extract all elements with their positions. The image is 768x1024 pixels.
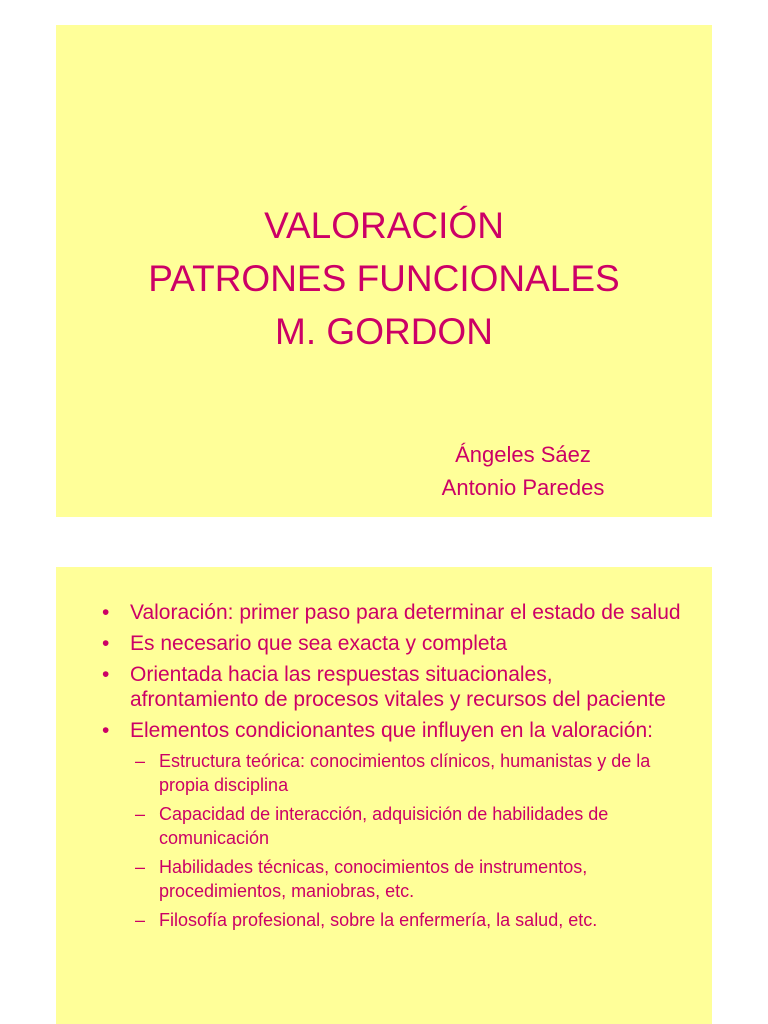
author-1: Ángeles Sáez xyxy=(455,442,591,467)
sub-bullet-item xyxy=(130,749,682,797)
bullet-marker: • xyxy=(102,601,110,624)
bullet-text: Es necesario que sea exacta y completa xyxy=(130,632,508,655)
slide-title xyxy=(56,199,712,358)
title-line-3: M. GORDON xyxy=(275,311,493,352)
sub-bullet-text: Capacidad de interacción, adquisición de habilidades de comunicación xyxy=(159,804,609,848)
sub-bullet-item xyxy=(130,908,682,932)
sub-bullet-marker: – xyxy=(135,804,146,824)
bullet-item xyxy=(102,718,682,932)
title-line-1: VALORACIÓN xyxy=(264,205,504,246)
bullet-text: Orientada hacia las respuestas situacionales, afrontamiento de procesos vitales y recursos del paciente xyxy=(130,663,666,711)
sub-bullet-marker: – xyxy=(135,857,146,877)
content-slide xyxy=(56,567,712,1024)
bullet-text: Valoración: primer paso para determinar el estado de salud xyxy=(130,601,681,624)
title-slide xyxy=(56,25,712,517)
bullet-item xyxy=(102,662,682,712)
author-2: Antonio Paredes xyxy=(441,475,605,500)
title-line-2: PATRONES FUNCIONALES xyxy=(148,258,620,299)
bullet-item xyxy=(102,631,682,656)
bullet-marker: • xyxy=(102,663,110,686)
sub-bullet-text: Habilidades técnicas, conocimientos de instrumentos, procedimientos, maniobras, etc. xyxy=(159,857,588,901)
bullet-item xyxy=(102,600,682,625)
sub-bullet-item xyxy=(130,802,682,850)
sub-bullet-text: Filosofía profesional, sobre la enfermería, la salud, etc. xyxy=(159,910,598,930)
sub-bullet-marker: – xyxy=(135,751,146,771)
authors xyxy=(408,438,638,504)
sub-bullet-list xyxy=(130,749,682,932)
bullet-marker: • xyxy=(102,719,110,742)
bullet-marker: • xyxy=(102,632,110,655)
sub-bullet-item xyxy=(130,855,682,903)
sub-bullet-text: Estructura teórica: conocimientos clínicos, humanistas y de la propia disciplina xyxy=(159,751,651,795)
bullet-list xyxy=(102,600,682,938)
sub-bullet-marker: – xyxy=(135,910,146,930)
bullet-text: Elementos condicionantes que influyen en la valoración: xyxy=(130,719,654,742)
